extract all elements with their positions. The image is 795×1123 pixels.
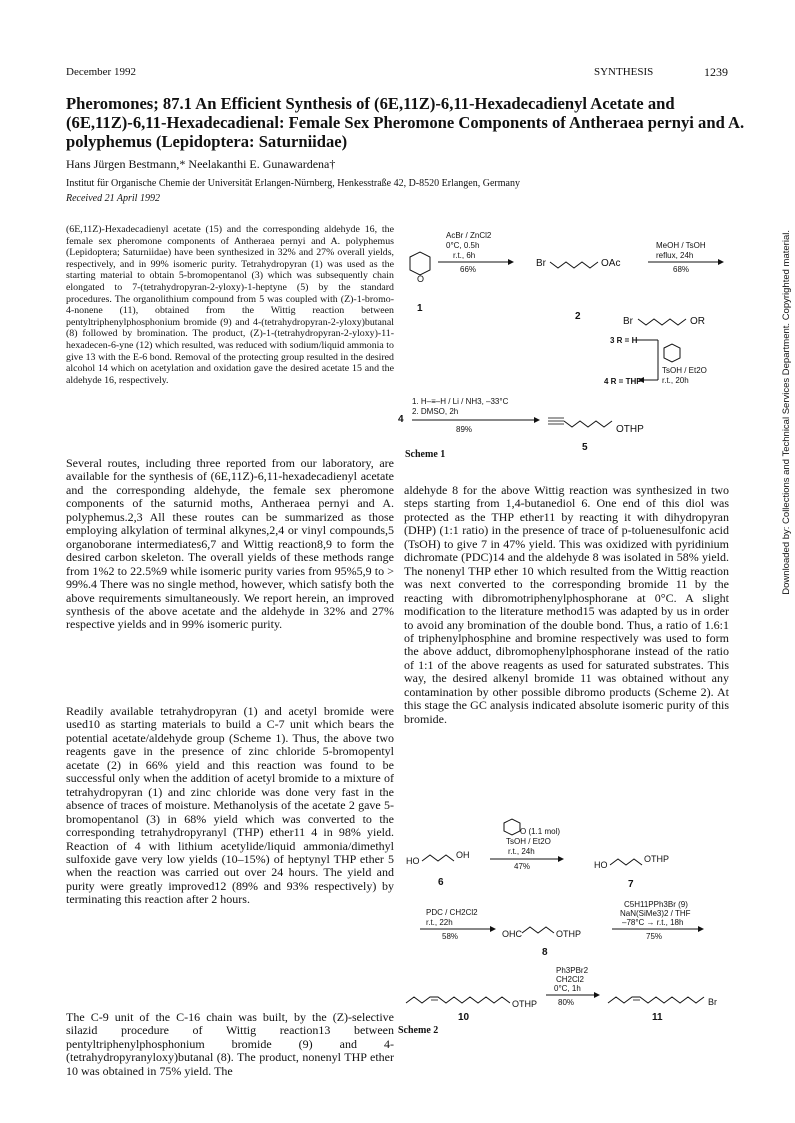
compound-8-chain [522, 927, 554, 933]
compound-5-label: 5 [582, 442, 588, 453]
compound-11-chain [608, 997, 704, 1003]
compound-7-ho: HO [594, 860, 608, 870]
compound-11-br: Br [708, 997, 717, 1007]
compound-10-othp: OTHP [512, 999, 538, 1009]
arrow-1-head [508, 259, 514, 265]
header-journal: SYNTHESIS [594, 66, 654, 78]
paragraph-aldehyde: aldehyde 8 for the above Wittig reaction was synthesized in two steps starting from 1,4-butanediol 6. One end of this diol was protected as the THP ether11 by reacting it with dihydropyran (DHP) (1:1 ratio) in the presence of trace of p-toluenesulfonic acid (TsOH) to give 7 in 47% yield. This was oxidized with pyridinium dichromate (PDC)14 and the aldehyde 8 was isolated in 58% yield. The nonenyl THP ether 10 which resulted from the Wittig reaction was next converted to the corresponding bromide 11 by the reacting with dibromotriphenylphosphorane at 0°C. A slight modification to the literature method15 was adapted by us in order to avoid any bromination of the double bond. Thus, a ratio of 1.6:1 of triphenylphosphine and bromine respectively was used to form the above adduct, dibromophenylphosphorane instead of the ratio of 1:1 of the above reagents as used for saturated substrates. This way, the desired alkenyl bromide 11 was obtained without any contamination by other possible dibromo products (Scheme 2). At this stage the GC analysis indicated absolute isomeric purity of this bromide. [404, 483, 729, 726]
r1-yield: 66% [460, 265, 477, 274]
compound-3-br: Br [623, 316, 633, 327]
compound-3-or: OR [690, 316, 705, 327]
r2-reagent: MeOH / TsOH [656, 241, 706, 250]
s2-r4-reagent: Ph3PBr2 [556, 966, 589, 975]
s2-r3-cond: –78°C → r.t., 18h [622, 918, 684, 927]
scheme-2-label: Scheme 2 [398, 1025, 439, 1036]
compound-8-othp: OTHP [556, 929, 582, 939]
s2-r3-base: NaN(SiMe3)2 / THF [620, 909, 691, 918]
download-notice-text: Downloaded by: Collections and Technical Services Department. Copyrighted material. [781, 230, 792, 595]
r1-cond2: r.t., 6h [453, 251, 476, 260]
r1-cond1: 0°C, 0.5h [446, 241, 480, 250]
dhp-ring [664, 344, 680, 362]
compound-6-ho: HO [406, 856, 420, 866]
s2-r1-yield: 47% [514, 862, 531, 871]
arrow-2-head [718, 259, 724, 265]
r4-step2: 2. DMSO, 2h [412, 407, 459, 416]
s2-r4-cond: 0°C, 1h [554, 984, 581, 993]
s2-r2-reagent: PDC / CH2Cl2 [426, 908, 478, 917]
download-notice [781, 230, 795, 970]
r2-cond: reflux, 24h [656, 251, 694, 260]
paragraph-intro: Several routes, including three reported from our laboratory, are available for the synthesis of (6E,11Z)-6,11-hexadecadienyl acetate and the corresponding aldehyde, the female sex pheromone components of the saturnid moths, Antheraea pernyi and A. polyphemus.2,3 All these routes can be summarized as those employing alkylation of terminal alkynes,2,4 or vinyl compounds,5 organoborane intermediates6,7 and Wittig reaction8,9 to form the desired carbon skeleton. The overall yields of these methods range from 1%2 to 22.5%9 while isomeric purity varies from 95%5,9 to > 99%.4 There was no single method, however, which satisfy both the above requirements simultaneously. We report herein, an improved synthesis of the above acetate and the aldehyde in 32% and 27% respective yields and in 99% isomeric purity. [66, 456, 394, 632]
r3-reagent: TsOH / Et2O [662, 366, 707, 375]
institution: Institut für Organische Chemie der Universität Erlangen-Nürnberg, Henkesstraße 42, D-8520 Erlangen, Germany [66, 178, 520, 189]
compound-2-oac: OAc [601, 258, 621, 269]
abstract: (6E,11Z)-Hexadecadienyl acetate (15) and the corresponding aldehyde 16, the female sex pheromone components of Antheraea pernyi and A. polyphemus (Lepidoptera; Saturniidae) have been synthesized in 32% and 27% overall yields, respectively, and in 99% isomeric purity. Tetrahydropyran (1) was used as the starting material to obtain 5-bromopentanol (3) which was subsequently chain elongated to 7-(tetrahydropyran-2-yloxy)-1-heptyne (5) by the standard procedures. The organolithium compound from 5 was coupled with (Z)-1-bromo-4-nonene (11), obtained from the Wittig reaction between pentyltriphenylphosphonium bromide (9) and 4-(tetrahydropyran-2-yloxy)butanal (8) followed by bromination. The product, (Z)-1-(tetrahydropyran-2-yloxy)-11-hexadecen-6-yne (12) which resulted, was reduced with sodium/liquid ammonia to give 13 with the E-6 bond. Removal of the protecting group resulted in the desired alcohol 14 which on acetylation and oxidation gave the desired acetate 15 and the aldehyde 16, respectively. [66, 224, 394, 386]
paragraph-scheme1: Readily available tetrahydropyran (1) and acetyl bromide were used10 as starting materials to build a C-7 unit which bears the potential acetate/aldehyde group (Scheme 1). Thus, the above two reagents gave in the presence of zinc chloride 5-bromopentyl acetate (2) in 66% yield and this reaction was found to be successful only when the addition of acetyl bromide to a mixture of tetrahydropyran (1) and zinc chloride was done very fast in the absence of traces of moisture. Methanolysis of the acetate 2 gave 5-bromopentanol (3) in 68% yield which was converted to the corresponding tetrahydropyranyl (THP) ether11 4 in 98% yield. Reaction of 4 with lithium acetylide/liquid ammonia/dimethyl sulfoxide gave very low yields (10–15%) of heptynyl THP ether 5 when the reaction was carried out over 24 hours. The yield and purity were greatly improved12 (89% and 93% respectively) by terminating this reaction after 2 hours. [66, 704, 394, 907]
s2-arrow-3-head [698, 926, 704, 932]
s2-r4-solvent: CH2Cl2 [556, 975, 585, 984]
compound-7-label: 7 [628, 879, 634, 890]
compound-5-othp: OTHP [616, 424, 644, 435]
header-date: December 1992 [66, 66, 136, 78]
s2-r3-reagent: C5H11PPh3Br (9) [624, 900, 688, 909]
compound-3-label: 3 R = H [610, 336, 638, 345]
received-date: Received 21 April 1992 [66, 193, 160, 204]
compound-2-label: 2 [575, 311, 581, 322]
s2-r4-yield: 80% [558, 998, 575, 1007]
scheme-1-label: Scheme 1 [405, 449, 446, 460]
r4-step1: 1. H–≡–H / Li / NH3, –33°C [412, 397, 509, 406]
s2-arrow-4-head [594, 992, 600, 998]
arrow-4-head [534, 417, 540, 423]
dhp-ring-2 [504, 819, 520, 835]
compound-11-label: 11 [652, 1012, 663, 1023]
compound-5-chain [564, 421, 612, 427]
compound-4-start: 4 [398, 414, 404, 425]
authors: Hans Jürgen Bestmann,* Neelakanthi E. Gunawardena† [66, 157, 336, 171]
compound-4-label: 4 R = THP [604, 377, 642, 386]
s2-arrow-1-head [558, 856, 564, 862]
scheme-1 [398, 222, 743, 462]
compound-10-chain [406, 997, 510, 1003]
s2-r1-cond: r.t., 24h [508, 847, 535, 856]
dhp-amount: O (1.1 mol) [520, 827, 561, 836]
compound-2-chain [550, 262, 598, 268]
r3-cond: r.t., 20h [662, 376, 689, 385]
thp-ring-1 [410, 252, 430, 275]
r1-reagent: AcBr / ZnCl2 [446, 231, 492, 240]
s2-r2-cond: r.t., 22h [426, 918, 453, 927]
r4-yield: 89% [456, 425, 473, 434]
compound-10-label: 10 [458, 1012, 470, 1023]
compound-7-othp: OTHP [644, 854, 670, 864]
compound-3-chain [638, 319, 686, 325]
s2-arrow-2-head [490, 926, 496, 932]
s2-r1-reagent: TsOH / Et2O [506, 837, 551, 846]
paragraph-c9: The C-9 unit of the C-16 chain was built, by the (Z)-selective silazid procedure of Wittig reaction13 between pentyltriphenylphosphonium bromide (9) and 4-(tetrahydropyranyloxy)butanal (8). The product, nonenyl THP ether 10 was obtained in 75% yield. The [66, 1010, 394, 1078]
header-page: 1239 [704, 65, 728, 79]
compound-7-chain [610, 859, 642, 865]
compound-2-br: Br [536, 258, 546, 269]
compound-6-chain [422, 855, 454, 861]
compound-6-oh: OH [456, 850, 470, 860]
article-title: Pheromones; 87.1 An Efficient Synthesis of (6E,11Z)-6,11-Hexadecadienyl Acetate and (6E,11Z)-6,11-Hexadecadienal: Female Sex Pheromone Components of Antheraea pernyi and A. polyphemus (Lepidoptera: Saturniidae) [66, 94, 745, 151]
scheme-2 [398, 815, 743, 1030]
r2-yield: 68% [673, 265, 690, 274]
s2-r2-yield: 58% [442, 932, 459, 941]
compound-8-ohc: OHC [502, 929, 522, 939]
compound-8-label: 8 [542, 947, 548, 958]
s2-r3-yield: 75% [646, 932, 663, 941]
compound-1-label: 1 [417, 303, 423, 314]
compound-6-label: 6 [438, 877, 444, 888]
oxygen-label: O [417, 274, 425, 284]
